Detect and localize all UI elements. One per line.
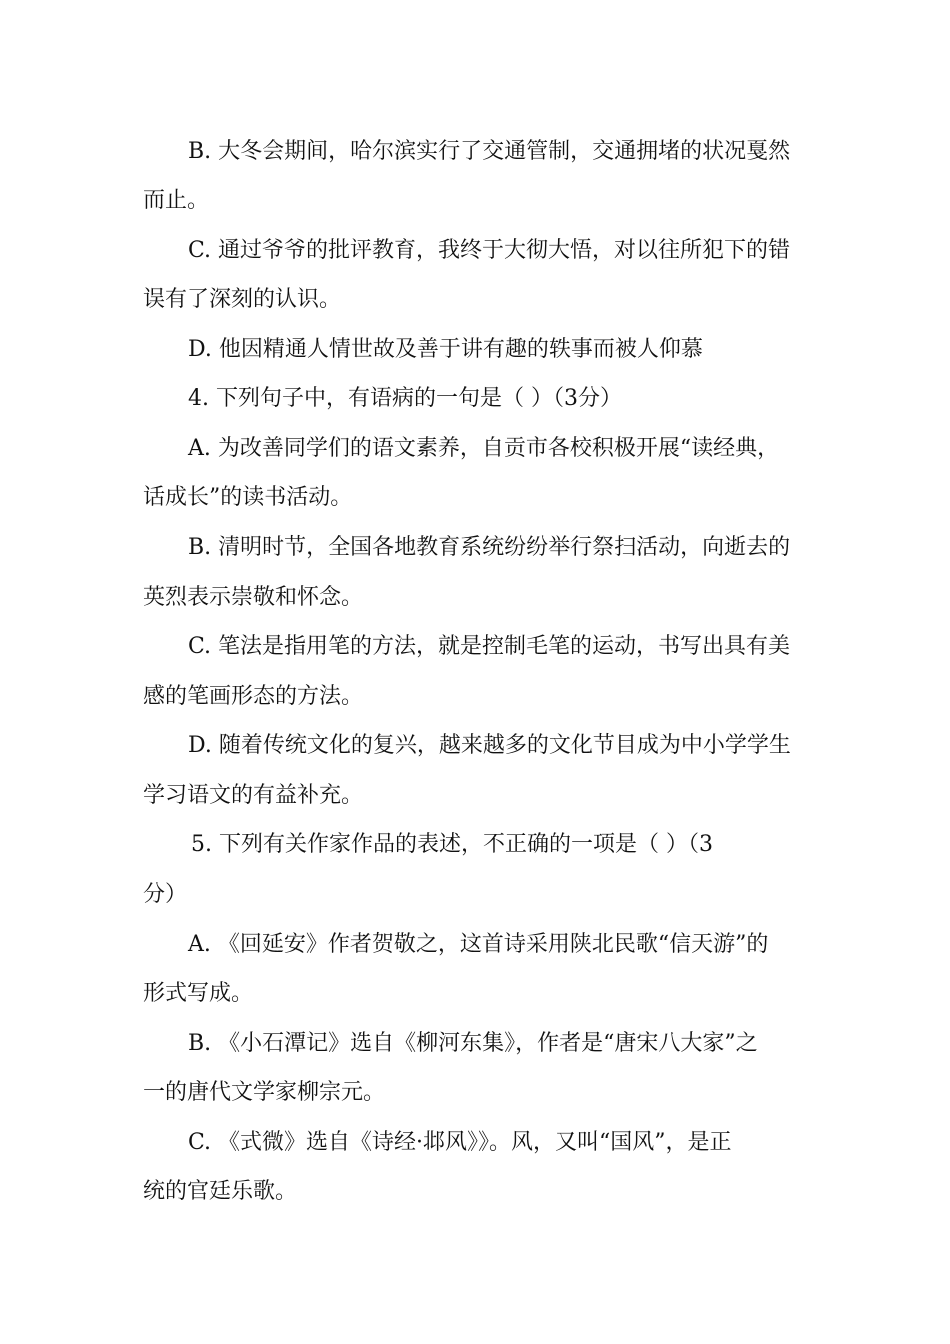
q4-option-d-line-2: 学习语文的有益补充。 <box>143 783 364 808</box>
q4-option-c-line-1: C. 笔法是指用笔的方法，就是控制毛笔的运动，书写出具有美 <box>188 634 791 659</box>
q4-option-a-line-1: A. 为改善同学们的语文素养，自贡市各校积极开展“读经典， <box>188 436 780 461</box>
q3-option-b-line-1: B. 大冬会期间，哈尔滨实行了交通管制，交通拥堵的状况戛然 <box>188 139 791 164</box>
q5-option-b-line-2: 一的唐代文学家柳宗元。 <box>143 1080 386 1105</box>
q4-option-a-line-2: 话成长”的读书活动。 <box>143 485 353 510</box>
question-5-prompt-line-2: 分） <box>143 882 188 907</box>
q4-option-c-line-2: 感的笔画形态的方法。 <box>143 684 364 709</box>
q3-option-c-line-1: C. 通过爷爷的批评教育，我终于大彻大悟，对以往所犯下的错 <box>188 238 791 263</box>
q4-option-b-line-2: 英烈表示崇敬和怀念。 <box>143 585 364 610</box>
question-5-prompt-line-1: 5. 下列有关作家作品的表述，不正确的一项是（ ）（3 <box>191 832 713 857</box>
question-4-prompt: 4. 下列句子中，有语病的一句是（ ）（3分） <box>188 386 622 411</box>
q5-option-a-line-2: 形式写成。 <box>143 981 254 1006</box>
q3-option-b-line-2: 而止。 <box>143 188 210 213</box>
q5-option-c-line-1: C. 《式微》选自《诗经·邶风》》。风，又叫“国风”，是正 <box>188 1130 732 1155</box>
q5-option-a-line-1: A. 《回延安》作者贺敬之，这首诗采用陕北民歌“信天游”的 <box>188 932 769 957</box>
q5-option-b-line-1: B. 《小石潭记》选自《柳河东集》，作者是“唐宋八大家”之 <box>188 1031 758 1056</box>
q3-option-d-line-1: D. 他因精通人情世故及善于讲有趣的轶事而被人仰慕 <box>188 337 703 362</box>
q4-option-d-line-1: D. 随着传统文化的复兴，越来越多的文化节目成为中小学学生 <box>188 733 791 758</box>
q3-option-c-line-2: 误有了深刻的认识。 <box>143 287 342 312</box>
q4-option-b-line-1: B. 清明时节，全国各地教育系统纷纷举行祭扫活动，向逝去的 <box>188 535 791 560</box>
q5-option-c-line-2: 统的官廷乐歌。 <box>143 1179 298 1204</box>
